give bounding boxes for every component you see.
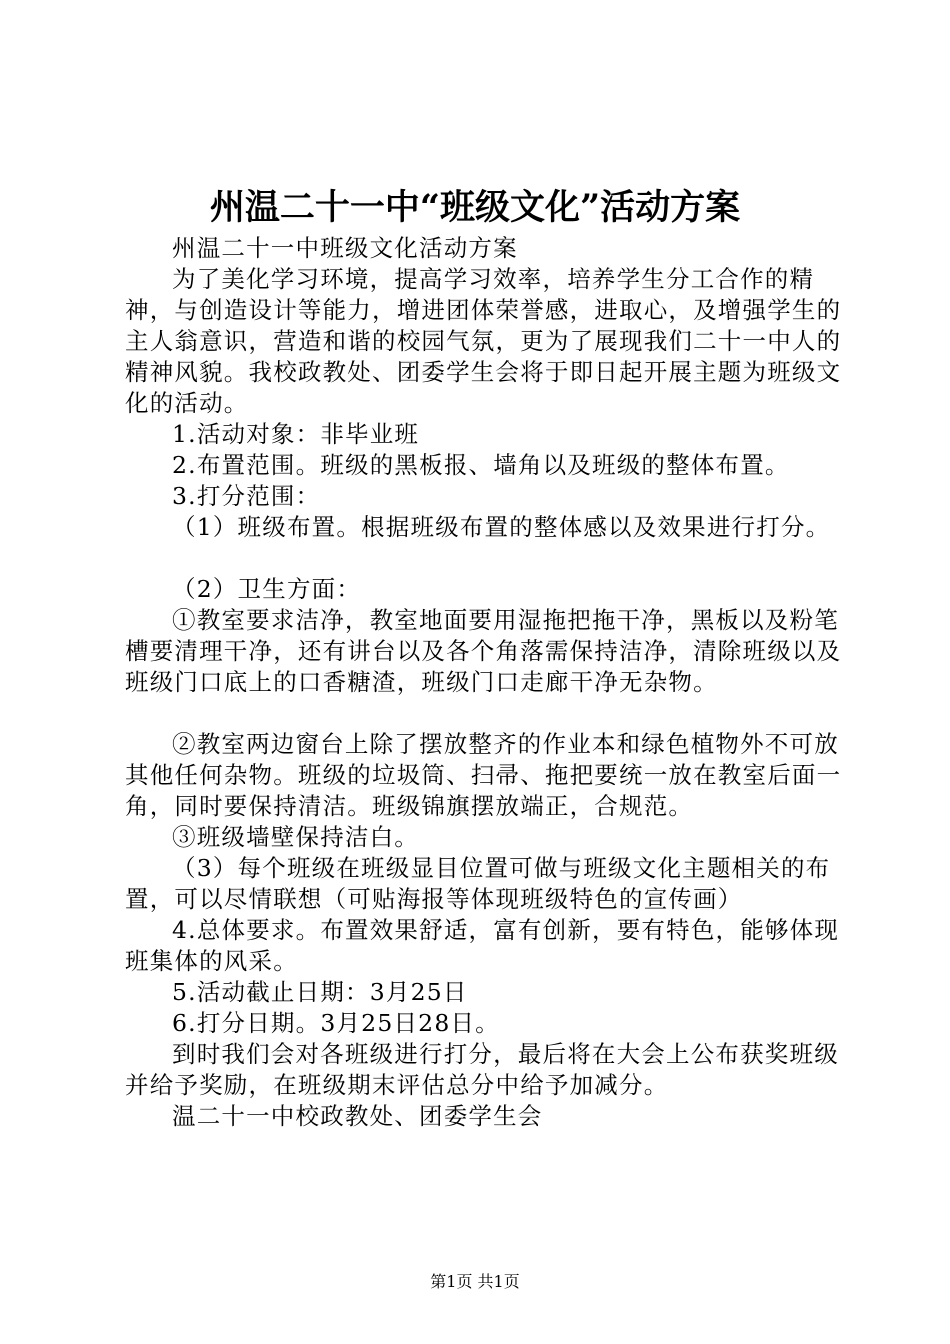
page-title: 州温二十一中“班级文化”活动方案 (209, 187, 741, 228)
document-body (125, 233, 845, 1132)
closing-paragraph: 到时我们会对各班级进行打分，最后将在大会上公布获奖班级并给予奖励，在班级期末评估总分中给予加减分。 (125, 1040, 839, 1099)
hygiene-point-3-paragraph: ③班级墙壁保持洁白。 (172, 823, 419, 851)
item-3-paragraph: 3.打分范围： (172, 482, 321, 510)
subtitle-paragraph: 州温二十一中班级文化活动方案 (172, 234, 518, 262)
page-number-footer: 第1页 共1页 (430, 1272, 520, 1291)
item-1-paragraph: 1.活动对象：非毕业班 (172, 420, 420, 448)
hygiene-point-1-paragraph: ①教室要求洁净，教室地面要用湿拖把拖干净，黑板以及粉笔槽要清理干净，还有讲台以及各个角落需保持洁净，清除班级以及班级门口底上的口香糖渣，班级门口走廊干净无杂物。 (125, 606, 842, 696)
hygiene-point-2-paragraph: ②教室两边窗台上除了摆放整齐的作业本和绿色植物外不可放其他任何杂物。班级的垃圾筒、扫帚、拖把要统一放在教室后面一角，同时要保持清洁。班级锦旗摆放端正，合规范。 (125, 730, 842, 820)
signature-paragraph: 温二十一中校政教处、团委学生会 (172, 1102, 543, 1130)
item-3-2-paragraph: （2）卫生方面： (172, 575, 362, 603)
item-3-1-paragraph: （1）班级布置。根据班级布置的整体感以及效果进行打分。 (172, 513, 831, 541)
item-2-paragraph: 2.布置范围。班级的黑板报、墙角以及班级的整体布置。 (172, 451, 790, 479)
intro-paragraph: 为了美化学习环境，提高学习效率，培养学生分工合作的精神，与创造设计等能力，增进团体荣誉感，进取心，及增强学生的主人翁意识，营造和谐的校园气氛，更为了展现我们二十一中人的精神风貌。我校政教处、团委学生会将于即日起开展主题为班级文化的活动。 (125, 265, 842, 417)
item-6-paragraph: 6.打分日期。3月25日28日。 (172, 1009, 500, 1037)
item-3-3-paragraph: （3）每个班级在班级显目位置可做与班级文化主题相关的布置，可以尽情联想（可贴海报等体现班级特色的宣传画） (125, 854, 831, 913)
item-4-paragraph: 4.总体要求。布置效果舒适，富有创新，要有特色，能够体现班集体的风采。 (125, 916, 840, 975)
item-5-paragraph: 5.活动截止日期：3月25日 (172, 978, 468, 1006)
